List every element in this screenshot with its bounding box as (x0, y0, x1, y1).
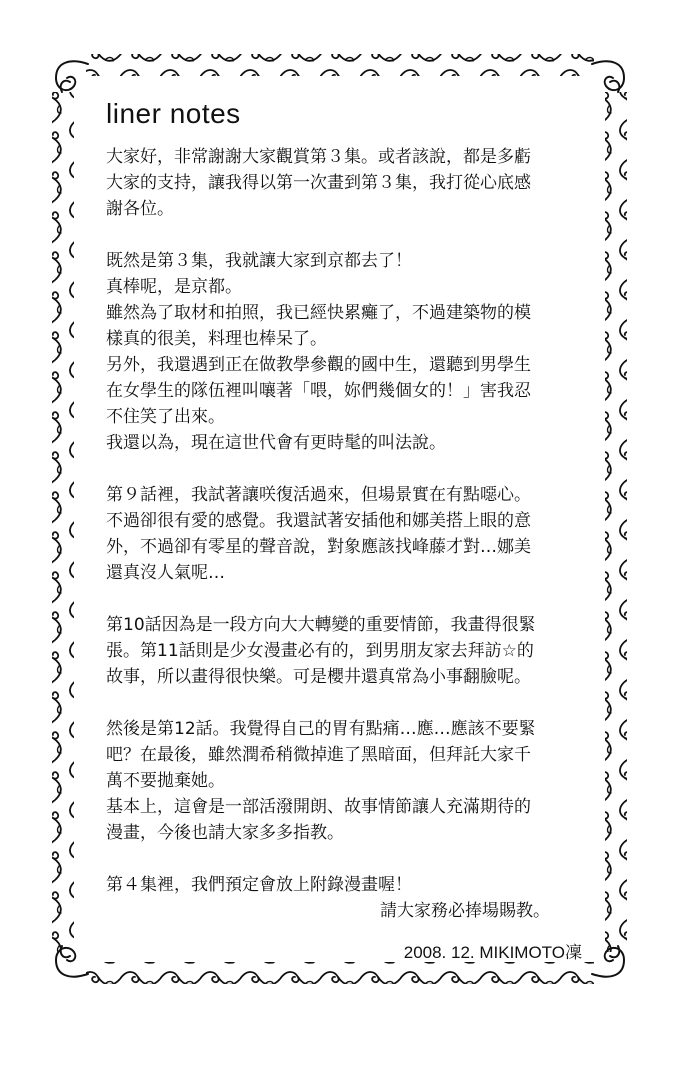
text-line: 謝各位。 (106, 199, 174, 219)
text-line: 不過卻很有愛的感覺。我還試著安插他和娜美搭上眼的意 (106, 511, 531, 531)
paragraph-greeting (106, 144, 586, 222)
text-line: 大家好，非常謝謝大家觀賞第３集。或者該說，都是多虧 (106, 147, 531, 167)
signature-date: 2008. 12. MIKIMOTO凜 (403, 943, 582, 962)
closing-line: 請大家務必捧場賜教。 (380, 901, 550, 921)
text-line: 基本上，這會是一部活潑開朗、故事情節讓人充滿期待的 (106, 797, 531, 817)
text-line: 雖然為了取材和拍照，我已經快累癱了，不過建築物的模 (106, 303, 531, 323)
text-line: 不住笑了出來。 (106, 407, 225, 427)
text-line: 第10話因為是一段方向大大轉變的重要情節，我畫得很緊 (106, 615, 536, 635)
text-line: 故事，所以畫得很快樂。可是櫻井還真常為小事翻臉呢。 (106, 667, 531, 687)
text-line: 張。第11話則是少女漫畫必有的，到男朋友家去拜訪☆的 (106, 641, 534, 661)
paragraph-chapter-10-11 (106, 612, 586, 690)
text-line: 大家的支持，讓我得以第一次畫到第３集，我打從心底感 (106, 173, 531, 193)
text-line: 第４集裡，我們預定會放上附錄漫畫喔！ (106, 875, 412, 895)
text-line: 在女學生的隊伍裡叫嚷著「喂，妳們幾個女的！」害我忍 (106, 381, 531, 401)
text-line: 我還以為，現在這世代會有更時髦的叫法說。 (106, 433, 446, 453)
text-line: 還真沒人氣呢… (106, 563, 225, 583)
text-line: 外，不過卻有零星的聲音說，對象應該找峰藤才對…娜美 (106, 537, 531, 557)
text-line: 樣真的很美，料理也棒呆了。 (106, 329, 327, 349)
page-title: liner notes (106, 98, 241, 129)
text-line: 然後是第12話。我覺得自己的胃有點痛…應…應該不要緊 (106, 719, 536, 739)
text-line: 漫畫，今後也請大家多多指教。 (106, 823, 344, 843)
liner-notes-body (106, 144, 586, 950)
paragraph-volume-4 (106, 872, 586, 924)
text-line: 真棒呢，是京都。 (106, 277, 242, 297)
text-line: 萬不要拋棄她。 (106, 771, 225, 791)
text-line: 第９話裡，我試著讓咲復活過來，但場景實在有點噁心。 (106, 485, 531, 505)
text-line: 另外，我還遇到正在做教學參觀的國中生，還聽到男學生 (106, 355, 531, 375)
text-line: 既然是第３集，我就讓大家到京都去了！ (106, 251, 412, 271)
text-line: 吧？在最後，雖然潤希稍微掉進了黑暗面，但拜託大家千 (106, 745, 531, 765)
paragraph-chapter-12 (106, 716, 586, 846)
paragraph-kyoto (106, 248, 586, 456)
paragraph-chapter-9 (106, 482, 586, 586)
